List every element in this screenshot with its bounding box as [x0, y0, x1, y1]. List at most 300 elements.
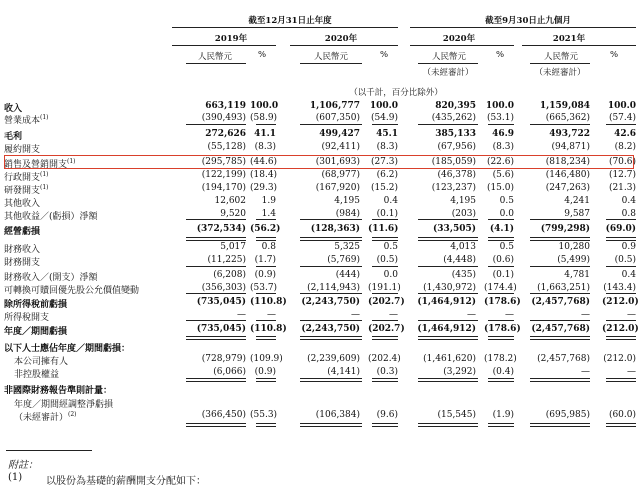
total-rule: [186, 423, 246, 427]
cell-value: (735,045): [196, 297, 246, 307]
cell-value: (1.7): [254, 255, 276, 265]
table-row: [0, 224, 640, 237]
cell-value: (735,045): [196, 324, 246, 334]
total-rule: [372, 266, 398, 267]
cell-value: (0.1): [376, 209, 398, 219]
total-rule: [256, 423, 276, 427]
cell-value: (122,199): [201, 170, 246, 180]
cell-value: 0.0: [383, 270, 398, 280]
row-label-text: （未經審計）: [14, 413, 69, 423]
total-rule: [606, 378, 636, 382]
header-nine-group: 截至9月30日止九個月: [485, 16, 571, 26]
cell-value: (60.0): [608, 410, 636, 420]
table-row: [0, 129, 640, 142]
total-rule: [186, 124, 246, 125]
cell-value: 1.9: [261, 196, 276, 206]
row-label: [4, 324, 67, 337]
cell-value: (435): [451, 270, 476, 280]
row-label: [14, 354, 68, 367]
cell-value: (57.4): [608, 113, 636, 123]
unaudited-col-4: （未經審計）: [534, 68, 586, 78]
footnote-marker: (1): [67, 158, 76, 165]
cell-value: (799,298): [540, 224, 590, 234]
cell-value: (15.2): [370, 183, 398, 193]
cell-value: (146,480): [545, 170, 590, 180]
row-label-text: 年度／期間經調整淨虧損: [14, 400, 114, 410]
cell-value: (58.9): [250, 113, 278, 123]
cell-value: 5,017: [220, 242, 246, 252]
sub-rule-4: [530, 63, 590, 64]
row-label-text: 可轉換可贖回優先股公允價值變動: [4, 286, 140, 296]
currency-col-2: 人民幣元: [313, 52, 348, 62]
table-row: [0, 354, 640, 367]
cell-value: (8.3): [254, 142, 276, 152]
total-rule: [256, 293, 276, 294]
cell-value: 1.4: [261, 209, 276, 219]
row-label-text: 履約開支: [4, 145, 41, 155]
total-rule: [418, 219, 478, 220]
cell-value: (3,292): [443, 367, 476, 377]
cell-value: 493,722: [549, 129, 590, 139]
row-label: [4, 242, 40, 255]
row-label: [4, 224, 40, 237]
cell-value: 0.5: [383, 242, 398, 252]
cell-value: (0.5): [376, 255, 398, 265]
cell-value: (1,464,912): [417, 297, 476, 307]
total-rule: [300, 378, 362, 382]
row-label-text: 收入: [4, 104, 23, 114]
cell-value: —: [627, 310, 636, 320]
total-rule: [488, 336, 514, 340]
cell-value: (178.6): [484, 324, 521, 334]
row-label-text: 年度／期間虧損: [4, 327, 68, 337]
cell-value: —: [351, 310, 360, 320]
cell-value: (695,985): [545, 410, 590, 420]
cell-value: (15.0): [486, 183, 514, 193]
cell-value: (5.6): [492, 170, 514, 180]
cell-value: (0.4): [492, 367, 514, 377]
total-rule: [372, 219, 398, 220]
cell-value: (6,066): [213, 367, 246, 377]
cell-value: (1,663,251): [537, 283, 590, 293]
row-label: [4, 170, 49, 183]
row-label: [14, 367, 59, 380]
row-label: [4, 283, 139, 296]
cell-value: (202.7): [368, 297, 405, 307]
cell-value: 9,587: [564, 209, 590, 219]
total-rule: [186, 378, 246, 382]
total-rule: [530, 293, 590, 294]
total-rule: [256, 219, 276, 220]
row-label: [4, 341, 130, 354]
cell-value: (1,430,972): [423, 283, 476, 293]
total-rule: [488, 378, 514, 382]
total-rule: [372, 378, 398, 382]
cell-value: —: [237, 310, 246, 320]
cell-value: (818,234): [545, 157, 590, 167]
total-rule: [418, 336, 478, 340]
cell-value: (444): [335, 270, 360, 280]
cell-value: (12.7): [608, 170, 636, 180]
cell-value: (11,225): [207, 255, 246, 265]
cell-value: 0.4: [621, 196, 636, 206]
total-rule: [530, 378, 590, 382]
cell-value: (2,243,750): [301, 324, 360, 334]
row-label: [4, 113, 49, 126]
cell-value: 0.8: [261, 242, 276, 252]
cell-value: (0.1): [492, 270, 514, 280]
footnote-rule: [6, 450, 92, 451]
total-rule: [488, 266, 514, 267]
cell-value: (11.6): [368, 224, 399, 234]
total-rule: [606, 320, 636, 321]
cell-value: (44.6): [250, 157, 278, 167]
total-rule: [418, 293, 478, 294]
cell-value: (203): [451, 209, 476, 219]
cell-value: (55,128): [207, 142, 246, 152]
cell-value: 4,195: [450, 196, 476, 206]
cell-value: 100.0: [250, 101, 279, 111]
cell-value: (0.5): [614, 255, 636, 265]
total-rule: [256, 378, 276, 382]
cell-value: (390,493): [201, 113, 246, 123]
total-rule: [300, 293, 362, 294]
cell-value: 41.1: [254, 129, 276, 139]
total-rule: [256, 336, 276, 340]
row-label: [4, 129, 22, 142]
cell-value: 0.5: [499, 196, 514, 206]
total-rule: [418, 378, 478, 382]
table-row: [0, 283, 640, 296]
total-rule: [186, 219, 246, 220]
total-rule: [372, 293, 398, 294]
cell-value: 100.0: [485, 101, 514, 111]
pct-col-2: %: [379, 50, 389, 60]
cell-value: (53.7): [250, 283, 278, 293]
total-rule: [606, 237, 636, 241]
total-rule: [372, 124, 398, 125]
total-rule: [256, 124, 276, 125]
cell-value: (109.9): [250, 354, 283, 364]
total-rule: [606, 336, 636, 340]
cell-value: (1.9): [492, 410, 514, 420]
currency-col-4: 人民幣元: [543, 52, 578, 62]
row-label: [4, 310, 49, 323]
cell-value: 42.6: [614, 129, 636, 139]
total-rule: [186, 266, 246, 267]
cell-value: (128,363): [310, 224, 360, 234]
total-rule: [530, 266, 590, 267]
cell-value: (202.7): [368, 324, 405, 334]
row-label-text: 非控股權益: [14, 370, 60, 380]
cell-value: 0.8: [621, 209, 636, 219]
pct-col-1: %: [257, 50, 267, 60]
period-rule-1: [172, 45, 276, 46]
total-rule: [300, 336, 362, 340]
cell-value: 100.0: [607, 101, 636, 111]
table-row: [0, 183, 640, 196]
total-rule: [418, 423, 478, 427]
cell-value: 9,520: [220, 209, 246, 219]
sub-rule-3: [418, 63, 478, 64]
row-label-text: 銷售及營銷開支: [4, 160, 68, 170]
total-rule: [488, 293, 514, 294]
row-label-text: 營業成本: [4, 116, 41, 126]
cell-value: (56.2): [250, 224, 281, 234]
total-rule: [186, 237, 246, 241]
cell-value: (15,545): [437, 410, 476, 420]
cell-value: 45.1: [376, 129, 398, 139]
cell-value: 1,106,777: [309, 101, 360, 111]
cell-value: 499,427: [319, 129, 360, 139]
cell-value: 1,159,084: [539, 101, 590, 111]
cell-value: (301,693): [315, 157, 360, 167]
sub-rule-2: [300, 63, 362, 64]
row-label: [4, 255, 40, 268]
cell-value: (191.1): [368, 283, 401, 293]
total-rule: [488, 237, 514, 241]
header-nine-rule: [410, 27, 636, 28]
total-rule: [418, 266, 478, 267]
row-label-text: 其他收益／(虧損）淨額: [4, 212, 98, 222]
cell-value: (54.9): [370, 113, 398, 123]
cell-value: (178.2): [484, 354, 517, 364]
cell-value: (728,979): [201, 354, 246, 364]
cell-value: (70.6): [608, 157, 636, 167]
cell-value: (4,141): [327, 367, 360, 377]
cell-value: (435,262): [431, 113, 476, 123]
total-rule: [606, 293, 636, 294]
footnote-item-number: (1): [8, 472, 23, 483]
row-label-text: 本公司擁有人: [14, 357, 69, 367]
total-rule: [186, 293, 246, 294]
total-rule: [530, 320, 590, 321]
period-2021-nine: 2021年: [552, 34, 586, 44]
period-rule-2: [290, 45, 398, 46]
cell-value: (9.6): [376, 410, 398, 420]
total-rule: [488, 320, 514, 321]
row-label-text: 非國際財務報告準則計量：: [4, 386, 113, 396]
period-2020: 2020年: [324, 34, 358, 44]
cell-value: (212.0): [602, 324, 639, 334]
cell-value: (94,871): [551, 142, 590, 152]
cell-value: (27.3): [370, 157, 398, 167]
cell-value: (0.6): [492, 255, 514, 265]
total-rule: [186, 320, 246, 321]
cell-value: (0.3): [376, 367, 398, 377]
table-row: [0, 410, 640, 423]
row-label-text: 其他收入: [4, 199, 41, 209]
cell-value: (67,956): [437, 142, 476, 152]
total-rule: [606, 423, 636, 427]
cell-value: 0.4: [383, 196, 398, 206]
currency-col-3: 人民幣元: [431, 52, 466, 62]
cell-value: 0.9: [621, 242, 636, 252]
total-rule: [372, 423, 398, 427]
cell-value: (68,977): [321, 170, 360, 180]
cell-value: (4,448): [443, 255, 476, 265]
cell-value: (2,457,768): [531, 297, 590, 307]
table-row: [0, 170, 640, 183]
cell-value: (1,461,620): [423, 354, 476, 364]
unit-note: （以千計，百分比除外）: [349, 88, 443, 98]
footnote-heading: 附註：: [8, 460, 38, 471]
cell-value: 820,395: [435, 101, 476, 111]
total-rule: [300, 124, 362, 125]
cell-value: (8.3): [492, 142, 514, 152]
cell-value: 12,602: [214, 196, 246, 206]
cell-value: (6.2): [376, 170, 398, 180]
cell-value: (55.3): [250, 410, 278, 420]
cell-value: (29.3): [250, 183, 278, 193]
total-rule: [530, 336, 590, 340]
cell-value: —: [267, 310, 276, 320]
row-label: [4, 209, 98, 222]
total-rule: [300, 237, 362, 241]
cell-value: (18.4): [250, 170, 278, 180]
cell-value: (5,499): [557, 255, 590, 265]
total-rule: [418, 320, 478, 321]
cell-value: (6,208): [213, 270, 246, 280]
total-rule: [300, 320, 362, 321]
period-2020-nine: 2020年: [442, 34, 476, 44]
cell-value: (2,114,943): [307, 283, 360, 293]
cell-value: 0.5: [499, 242, 514, 252]
cell-value: (8.2): [614, 142, 636, 152]
cell-value: (372,534): [196, 224, 246, 234]
row-label-text: 經營虧損: [4, 227, 41, 237]
cell-value: (2,457,768): [537, 354, 590, 364]
row-label-text: 行政開支: [4, 173, 41, 183]
total-rule: [300, 423, 362, 427]
table-row: [0, 383, 640, 396]
cell-value: 5,325: [334, 242, 360, 252]
cell-value: (356,303): [201, 283, 246, 293]
pct-col-4: %: [609, 50, 619, 60]
cell-value: (295,785): [201, 157, 246, 167]
total-rule: [418, 237, 478, 241]
pct-col-3: %: [495, 50, 505, 60]
unaudited-col-3: （未經審計）: [422, 68, 474, 78]
cell-value: (123,237): [431, 183, 476, 193]
total-rule: [488, 219, 514, 220]
total-rule: [372, 336, 398, 340]
total-rule: [186, 336, 246, 340]
cell-value: (143.4): [603, 283, 636, 293]
cell-value: (92,411): [321, 142, 360, 152]
cell-value: (46,378): [437, 170, 476, 180]
cell-value: (110.8): [250, 297, 287, 307]
cell-value: (0.9): [254, 270, 276, 280]
cell-value: —: [505, 310, 514, 320]
table-row: [0, 196, 640, 209]
cell-value: (106,384): [315, 410, 360, 420]
header-year-group: 截至12月31日止年度: [248, 16, 332, 26]
highlight-box: [4, 155, 634, 169]
cell-value: (212.0): [602, 297, 639, 307]
total-rule: [488, 124, 514, 125]
row-label-text: 毛利: [4, 132, 23, 142]
row-label: [4, 142, 40, 155]
cell-value: (1,464,912): [417, 324, 476, 334]
footnote-marker: (1): [40, 114, 49, 121]
cell-value: —: [581, 310, 590, 320]
total-rule: [606, 219, 636, 220]
cell-value: 4,781: [564, 270, 590, 280]
row-label-text: 財務收入／(開支）淨額: [4, 273, 98, 283]
sub-rule-1: [186, 63, 246, 64]
cell-value: (2,243,750): [301, 297, 360, 307]
table-row: [0, 209, 640, 222]
total-rule: [606, 124, 636, 125]
table-row: [0, 297, 640, 310]
cell-value: (0.9): [254, 367, 276, 377]
total-rule: [300, 219, 362, 220]
cell-value: (185,059): [431, 157, 476, 167]
row-label-text: 除所得稅前虧損: [4, 300, 68, 310]
row-label-text: 財務收入: [4, 245, 41, 255]
total-rule: [300, 266, 362, 267]
cell-value: —: [389, 310, 398, 320]
table-row: [0, 341, 640, 354]
row-label-text: 研發開支: [4, 186, 41, 196]
cell-value: (4.1): [489, 224, 514, 234]
footnote-marker: (1): [40, 171, 49, 178]
header-year-rule: [172, 27, 398, 28]
table-row: [0, 142, 640, 155]
cell-value: (33,505): [433, 224, 476, 234]
period-2019: 2019年: [214, 34, 248, 44]
row-label-text: 所得稅開支: [4, 313, 50, 323]
cell-value: (2,457,768): [531, 324, 590, 334]
cell-value: 663,119: [205, 101, 246, 111]
footnote-marker: (1): [40, 184, 49, 191]
cell-value: (69.0): [605, 224, 636, 234]
cell-value: (110.8): [250, 324, 287, 334]
cell-value: (194,170): [201, 183, 246, 193]
total-rule: [530, 219, 590, 220]
cell-value: 4,013: [450, 242, 476, 252]
cell-value: 10,280: [558, 242, 590, 252]
total-rule: [606, 266, 636, 267]
row-label-text: 以下人士應佔年度／期間虧損：: [4, 344, 131, 354]
cell-value: (21.3): [608, 183, 636, 193]
row-label: [4, 270, 98, 283]
cell-value: (607,350): [315, 113, 360, 123]
cell-value: 385,133: [435, 129, 476, 139]
cell-value: (5,769): [327, 255, 360, 265]
total-rule: [372, 320, 398, 321]
cell-value: 100.0: [369, 101, 398, 111]
cell-value: (212.0): [603, 354, 636, 364]
period-rule-3: [410, 45, 514, 46]
cell-value: (53.1): [486, 113, 514, 123]
total-rule: [418, 124, 478, 125]
cell-value: —: [467, 310, 476, 320]
row-label: [14, 410, 77, 423]
currency-col-1: 人民幣元: [197, 52, 232, 62]
cell-value: (665,362): [545, 113, 590, 123]
total-rule: [530, 124, 590, 125]
cell-value: (178.6): [484, 297, 521, 307]
footnote-marker: (2): [68, 411, 77, 418]
row-label: [4, 297, 67, 310]
cell-value: 0.0: [499, 209, 514, 219]
row-label: [4, 383, 112, 396]
row-label: [14, 397, 113, 410]
total-rule: [530, 237, 590, 241]
total-rule: [488, 423, 514, 427]
